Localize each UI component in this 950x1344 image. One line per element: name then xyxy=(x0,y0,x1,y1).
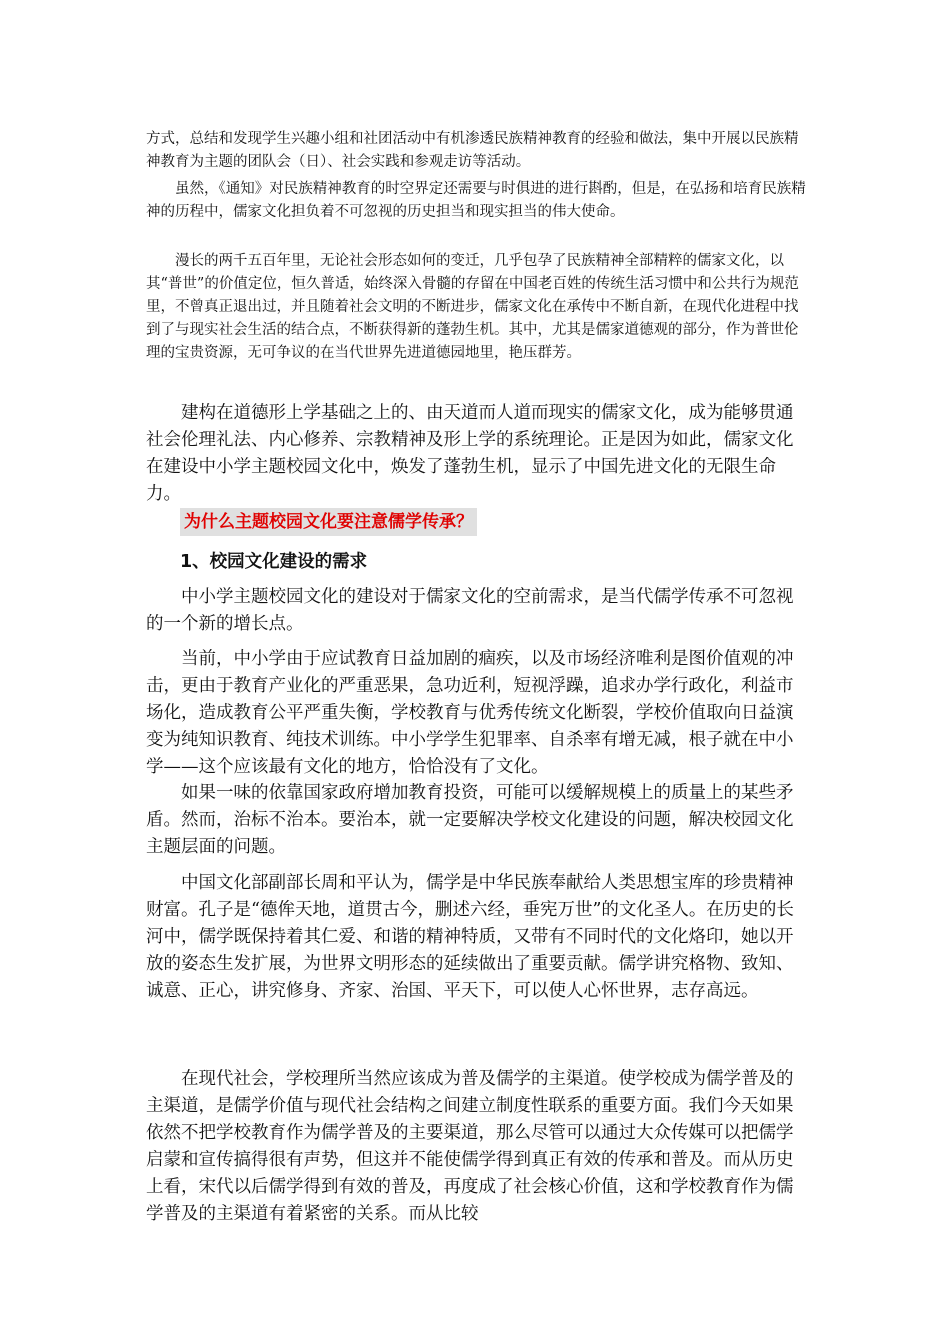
section-question-heading: 为什么主题校园文化要注意儒学传承？ xyxy=(180,508,477,536)
paragraph-6: 当前，中小学由于应试教育日益加剧的痼疾，以及市场经济唯利是图价值观的冲击，更由于教育产业化的严重恶果，急功近利，短视浮躁，追求办学行政化，利益市场化，造成教育公平严重失衡，学校教育与优秀传统文化断裂，学校价值取向日益演变为纯知识教育、纯技术训练。中小学学生犯罪率、自杀率有增无减，根子就在中小学——这个应该最有文化的地方，恰恰没有了文化。 xyxy=(146,649,794,777)
paragraph-3: 漫长的两千五百年里，无论社会形态如何的变迁，几乎包孕了民族精神全部精粹的儒家文化，以其“普世”的价值定位，恒久普适，始终深入骨髓的存留在中国老百姓的传统生活习惯中和公共行为规范里，不曾真正退出过，并且随着社会文明的不断进步，儒家文化在承传中不断自新，在现代化进程中找到了与现实社会生活的结合点，不断获得新的蓬勃生机。其中，尤其是儒家道德观的部分，作为普世伦理的宝贵资源，无可争议的在当代世界先进道德园地里，艳压群芳。 xyxy=(146,253,799,361)
paragraph-8: 中国文化部副部长周和平认为，儒学是中华民族奉献给人类思想宝库的珍贵精神财富。孔子是“德侔天地，道贯古今，删述六经，垂宪万世”的文化圣人。在历史的长河中，儒学既保持着其仁爱、和谐的精神特质，又带有不同时代的文化烙印，她以开放的姿态生发扩展，为世界文明形态的延续做出了重要贡献。儒学讲究格物、致知、诚意、正心，讲究修身、齐家、治国、平天下，可以使人心怀世界，志存高远。 xyxy=(146,873,794,1001)
paragraph-1: 方式，总结和发现学生兴趣小组和社团活动中有机渗透民族精神教育的经验和做法，集中开展以民族精神教育为主题的团队会（日）、社会实践和参观走访等活动。 xyxy=(146,131,799,170)
paragraph-2: 虽然，《通知》对民族精神教育的时空界定还需要与时俱进的进行斟酌，但是，在弘扬和培育民族精神的历程中，儒家文化担负着不可忽视的历史担当和现实担当的伟大使命。 xyxy=(146,181,806,220)
paragraph-4: 建构在道德形上学基础之上的、由天道而人道而现实的儒家文化，成为能够贯通社会伦理礼法、内心修养、宗教精神及形上学的系统理论。正是因为如此，儒家文化在建设中小学主题校园文化中，焕发了蓬勃生机，显示了中国先进文化的无限生命力。 xyxy=(146,403,794,504)
paragraph-9: 在现代社会，学校理所当然应该成为普及儒学的主渠道。使学校成为儒学普及的主渠道，是儒学价值与现代社会结构之间建立制度性联系的重要方面。我们今天如果依然不把学校教育作为儒学普及的主要渠道，那么尽管可以通过大众传媒可以把儒学启蒙和宣传搞得很有声势，但这并不能使儒学得到真正有效的传承和普及。而从历史上看，宋代以后儒学得到有效的普及，再度成了社会核心价值，这和学校教育作为儒学普及的主渠道有着紧密的关系。而从比较 xyxy=(146,1069,794,1224)
section-heading-1: 1、校园文化建设的需求 xyxy=(180,552,368,572)
paragraph-7: 如果一味的依靠国家政府增加教育投资，可能可以缓解规模上的质量上的某些矛盾。然而，治标不治本。要治本，就一定要解决学校文化建设的问题，解决校园文化主题层面的问题。 xyxy=(146,783,794,857)
paragraph-5: 中小学主题校园文化的建设对于儒家文化的空前需求，是当代儒学传承不可忽视的一个新的增长点。 xyxy=(146,587,794,634)
